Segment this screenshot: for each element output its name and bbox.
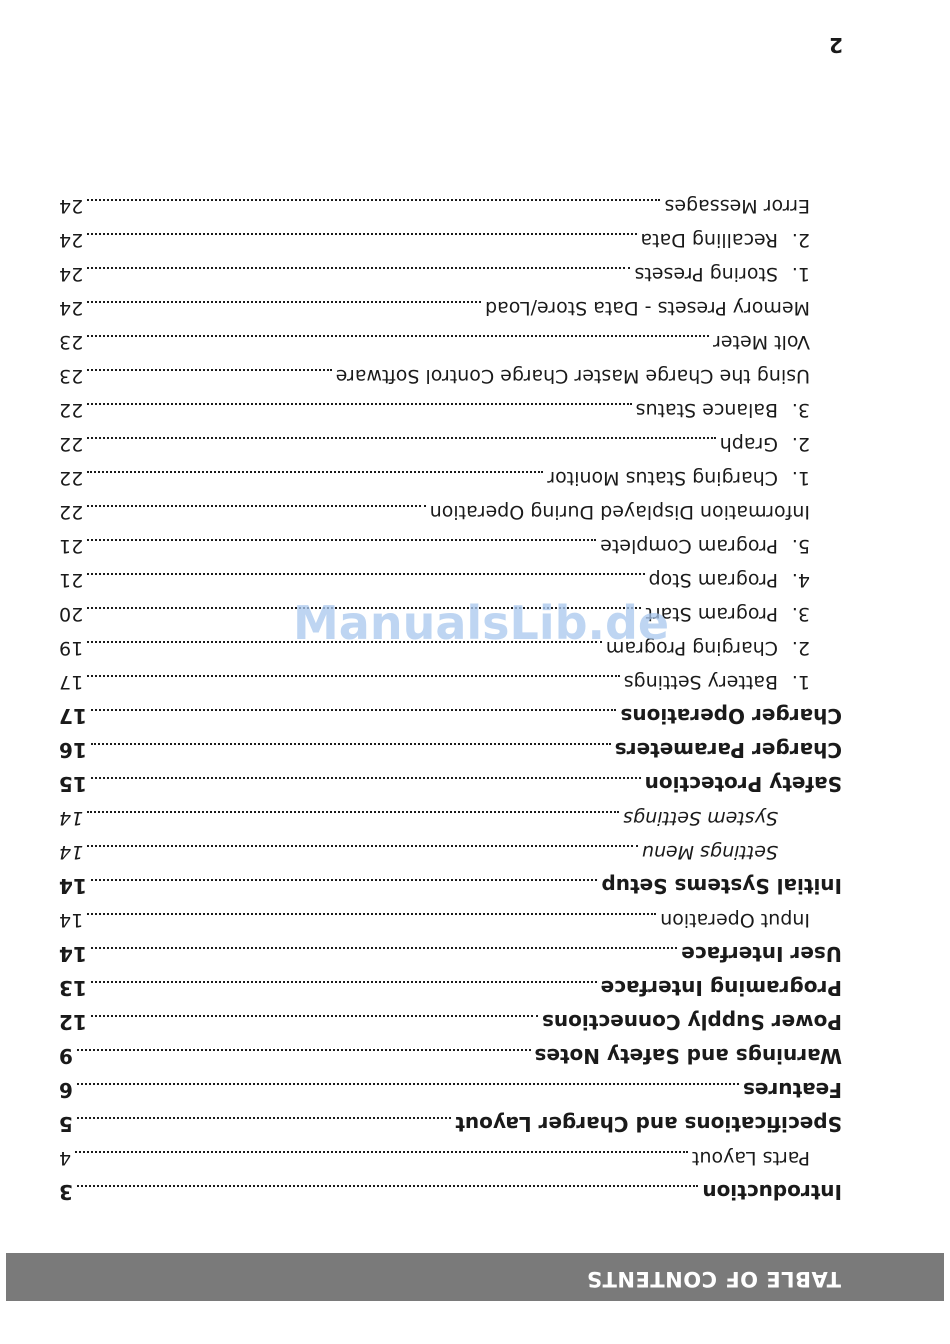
toc-leader-dots xyxy=(87,233,636,235)
toc-entry-label xyxy=(547,465,810,491)
toc-leader-dots xyxy=(87,505,426,507)
toc-entry[interactable] xyxy=(59,771,842,799)
toc-entry-number: 2. xyxy=(791,229,810,251)
toc-entry-label xyxy=(681,941,842,967)
toc-entry-label xyxy=(601,873,842,899)
toc-entry-page: 24 xyxy=(59,195,84,217)
toc-entry[interactable] xyxy=(59,499,810,527)
toc-leader-dots xyxy=(91,947,677,949)
toc-title: TABLE OF CONTENTS xyxy=(586,1267,841,1291)
toc-entry-text: Charger Operations xyxy=(620,704,842,728)
toc-leader-dots xyxy=(87,437,716,439)
watermark: ManualsLib.de xyxy=(293,596,670,650)
toc-entry-label xyxy=(713,329,810,355)
toc-leader-dots xyxy=(87,845,638,847)
toc-entry-page: 14 xyxy=(59,909,84,931)
toc-entry-text: Warnings and Safety Notes xyxy=(534,1044,842,1068)
toc-leader-dots xyxy=(87,403,631,405)
toc-entry[interactable] xyxy=(59,703,842,731)
toc-entry[interactable] xyxy=(59,1111,842,1139)
toc-entry-text: Balance Status xyxy=(635,399,778,421)
toc-entry-page: 14 xyxy=(59,942,87,966)
toc-leader-dots xyxy=(91,1015,538,1017)
toc-entry-text: Program Complete xyxy=(600,535,778,557)
toc-entry-label xyxy=(720,431,810,457)
toc-entry[interactable] xyxy=(59,873,842,901)
toc-entry-number: 1. xyxy=(791,467,810,489)
toc-entry-text: Power Supply Connections xyxy=(541,1010,842,1034)
toc-entry-page: 14 xyxy=(59,874,87,898)
toc-entry[interactable] xyxy=(59,193,810,221)
toc-entry-label xyxy=(636,397,810,423)
toc-entry-number: 5. xyxy=(791,535,810,557)
toc-leader-dots xyxy=(75,1151,688,1153)
toc-leader-dots xyxy=(77,1049,531,1051)
toc-entry-text: Parts Layout xyxy=(691,1147,810,1169)
toc-entry-label xyxy=(743,1077,842,1103)
toc-entry[interactable] xyxy=(59,805,778,833)
toc-entry-page: 22 xyxy=(59,467,84,489)
toc-entry[interactable] xyxy=(59,839,778,867)
toc-leader-dots xyxy=(87,539,596,541)
toc-entry-text: System Settings xyxy=(623,807,778,829)
toc-entry-text: Using the Charge Master Charge Control Software xyxy=(335,365,810,387)
toc-entry-text: Initial Systems Setup xyxy=(601,874,842,898)
toc-leader-dots xyxy=(91,879,598,881)
toc-entry-label xyxy=(645,771,842,797)
toc-entry-number: 1. xyxy=(791,263,810,285)
toc-entry[interactable] xyxy=(59,295,810,323)
toc-entry-label xyxy=(336,363,810,389)
toc-entry-label xyxy=(485,295,810,321)
toc-entry-text: Volt Meter xyxy=(713,331,810,353)
toc-entry-text: Program Stop xyxy=(648,569,778,591)
toc-entry-page: 22 xyxy=(59,433,84,455)
toc-entry[interactable] xyxy=(59,397,810,425)
toc-entry-text: Recalling Data xyxy=(640,229,778,251)
toc-entry[interactable] xyxy=(59,737,842,765)
toc-entry-label xyxy=(542,1009,842,1035)
toc-entry[interactable] xyxy=(59,1145,810,1173)
toc-entry-label xyxy=(641,227,810,253)
toc-leader-dots xyxy=(87,335,709,337)
toc-entry-text: Introduction xyxy=(702,1180,842,1204)
toc-entry[interactable] xyxy=(59,1077,842,1105)
toc-entry-label xyxy=(645,601,810,627)
toc-entry-number: 4. xyxy=(791,569,810,591)
toc-entry[interactable] xyxy=(59,1009,842,1037)
toc-entry-label xyxy=(692,1145,810,1171)
toc-entry-number: 3. xyxy=(791,603,810,625)
toc-entry-page: 5 xyxy=(59,1112,73,1136)
toc-entry-label xyxy=(623,805,778,831)
toc-entry-label xyxy=(660,907,810,933)
toc-entry-text: Programing Interface xyxy=(600,976,842,1000)
toc-leader-dots xyxy=(77,1185,698,1187)
toc-entry[interactable] xyxy=(59,431,810,459)
toc-leader-dots xyxy=(77,1083,739,1085)
toc-entry-label xyxy=(620,703,842,729)
toc-entry-page: 12 xyxy=(59,1010,87,1034)
toc-entry[interactable] xyxy=(59,975,842,1003)
toc-entry-text: User Interface xyxy=(681,942,842,966)
toc-entry-page: 9 xyxy=(59,1044,73,1068)
toc-entry-label xyxy=(634,261,810,287)
toc-entry-page: 13 xyxy=(59,976,87,1000)
toc-entry-text: Information Displayed During Operation xyxy=(429,501,810,523)
toc-entry[interactable] xyxy=(59,227,810,255)
toc-entry-number: 3. xyxy=(791,399,810,421)
toc-entry[interactable] xyxy=(59,329,810,357)
toc-entry-text: Battery Settings xyxy=(623,671,778,693)
toc-entry-page: 17 xyxy=(59,704,87,728)
toc-entry-label xyxy=(624,669,810,695)
toc-entry-page: 14 xyxy=(59,807,84,829)
toc-entry-page: 23 xyxy=(59,365,84,387)
toc-entry[interactable] xyxy=(59,363,810,391)
toc-entry-text: Memory Presets - Data Store/Load xyxy=(485,297,810,319)
toc-entry-text: Features xyxy=(742,1078,842,1102)
toc-entry-label xyxy=(664,193,810,219)
toc-entry-label xyxy=(535,1043,842,1069)
toc-entry-text: Program Start xyxy=(645,603,778,625)
toc-entry[interactable] xyxy=(59,533,810,561)
toc-leader-dots xyxy=(87,913,656,915)
toc-leader-dots xyxy=(87,573,644,575)
toc-leader-dots xyxy=(87,811,619,813)
toc-entry-page: 3 xyxy=(59,1180,73,1204)
toc-entry[interactable] xyxy=(59,261,810,289)
toc-entry[interactable] xyxy=(59,567,810,595)
toc-entry[interactable] xyxy=(59,941,842,969)
toc-entry[interactable] xyxy=(59,669,810,697)
toc-entry[interactable] xyxy=(59,1179,842,1207)
toc-leader-dots xyxy=(91,743,611,745)
toc-entry-text: Error Messages xyxy=(664,195,810,217)
toc-entry[interactable] xyxy=(59,1043,842,1071)
toc-entry-text: Specifications and Charger Layout xyxy=(455,1112,842,1136)
toc-entry-text: Storing Presets xyxy=(634,263,778,285)
toc-entry-text: Charging Program xyxy=(605,637,778,659)
toc-entry-label xyxy=(455,1111,842,1137)
toc-entry-page: 14 xyxy=(59,841,84,863)
toc-entry-label xyxy=(642,839,778,865)
toc-leader-dots xyxy=(91,709,617,711)
toc-entry-page: 23 xyxy=(59,331,84,353)
toc-entry-label xyxy=(600,533,810,559)
toc-entry-page: 21 xyxy=(59,569,84,591)
toc-entry-number: 2. xyxy=(791,433,810,455)
toc-entry-label xyxy=(430,499,810,525)
toc-entry-text: Charging Status Monitor xyxy=(547,467,778,489)
toc-leader-dots xyxy=(91,777,641,779)
toc-entry-text: Graph xyxy=(719,433,778,455)
toc-leader-dots xyxy=(87,199,660,201)
toc-entry-label xyxy=(702,1179,842,1205)
toc-entry-page: 20 xyxy=(59,603,84,625)
toc-entry-page: 24 xyxy=(59,229,84,251)
page-number: 2 xyxy=(829,33,843,57)
toc-entry-page: 24 xyxy=(59,263,84,285)
toc-entry-page: 22 xyxy=(59,399,84,421)
toc-entry-page: 16 xyxy=(59,738,87,762)
toc-entry-label xyxy=(649,567,810,593)
toc-entry-page: 24 xyxy=(59,297,84,319)
toc-entry[interactable] xyxy=(59,465,810,493)
toc-entry-text: Safety Protection xyxy=(644,772,842,796)
toc-entry-label xyxy=(601,975,842,1001)
toc-entry-page: 4 xyxy=(59,1147,72,1169)
toc-leader-dots xyxy=(87,675,620,677)
toc-entry-text: Charger Parameters xyxy=(614,738,842,762)
toc-entry-page: 15 xyxy=(59,772,87,796)
toc-entry-page: 17 xyxy=(59,671,84,693)
toc-entry-text: Settings Menu xyxy=(641,841,778,863)
toc-entry-page: 22 xyxy=(59,501,84,523)
toc-leader-dots xyxy=(87,301,481,303)
toc-entry-page: 21 xyxy=(59,535,84,557)
toc-entry-label xyxy=(615,737,842,763)
toc-entry-text: Input Operation xyxy=(660,909,810,931)
toc-entry-number: 2. xyxy=(791,637,810,659)
toc-entry-number: 1. xyxy=(791,671,810,693)
toc-entry-page: 6 xyxy=(59,1078,73,1102)
toc-entry-page: 19 xyxy=(59,637,84,659)
toc-leader-dots xyxy=(87,267,630,269)
toc-leader-dots xyxy=(87,369,332,371)
toc-entry[interactable] xyxy=(59,907,810,935)
toc-leader-dots xyxy=(91,981,597,983)
toc-leader-dots xyxy=(87,471,543,473)
toc-leader-dots xyxy=(77,1117,451,1119)
